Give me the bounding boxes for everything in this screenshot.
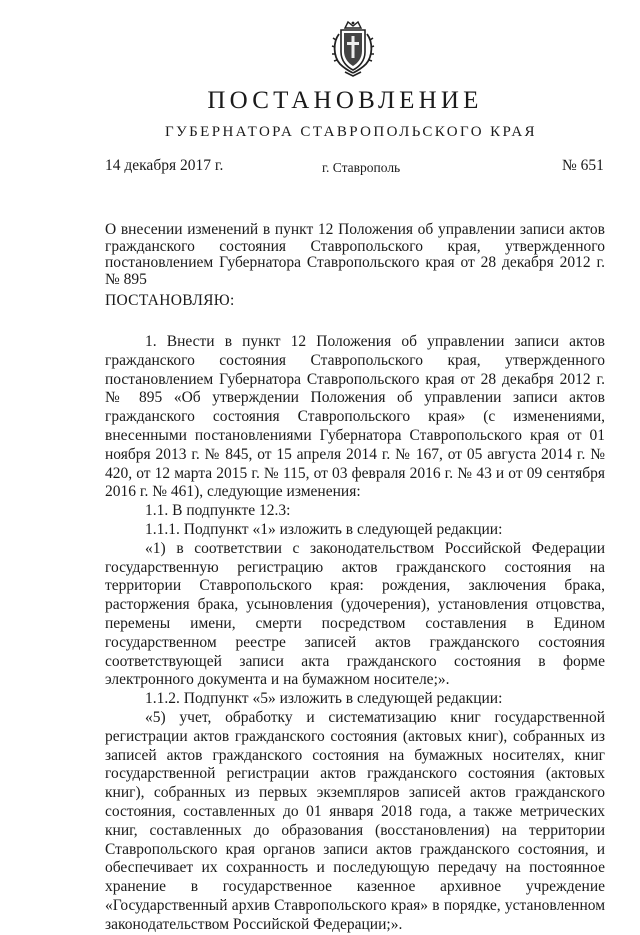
document-subtitle: ГУБЕРНАТОРА СТАВРОПОЛЬСКОГО КРАЯ	[165, 124, 537, 140]
document-body	[105, 333, 605, 935]
document-date: 14 декабря 2017 г.	[105, 157, 224, 174]
paragraph: 1. Внести в пункт 12 Положения об управлении записи актов гражданского состояния Ставропольского края, утвержденного постановлением Губернатора Ставропольского края от 28 декабря 2012 г. № 895 «Об утверждении Положения об управлении записи актов гражданского состояния Ставропольского края» (с изменениями, внесенными постановлениями Губернатора Ставропольского края от 01 ноября 2013 г. № 845, от 15 апреля 2014 г. № 167, от 05 августа 2014 г. № 420, от 12 марта 2015 г. № 115, от 03 февраля 2016 г. № 43 и от 09 сентября 2016 г. № 461), следующие изменения:	[105, 333, 605, 501]
document-heading: О внесении изменений в пункт 12 Положения об управлении записи актов гражданского состояния Ставропольского края, утвержденного постановлением Губернатора Ставропольского края от 28 декабря 2012 г. № 895	[105, 221, 605, 288]
paragraph: 1.1.1. Подпункт «1» изложить в следующей редакции:	[145, 520, 503, 538]
coat-of-arms-icon	[330, 20, 376, 78]
paragraph: 1.1. В подпункте 12.3:	[145, 502, 291, 520]
document-city: г. Ставрополь	[322, 160, 401, 175]
document-title: ПОСТАНОВЛЕНИЕ	[207, 87, 483, 114]
document-number: № 651	[562, 157, 604, 174]
decree-word: ПОСТАНОВЛЯЮ:	[105, 292, 235, 309]
paragraph: «1) в соответствии с законодательством Российской Федерации государственную регистрацию актов гражданского состояния на территории Ставропольского края: рождения, заключения брака, расторжения брака, усыновления (удочерения), установления отцовства, перемены имени, смерти посредством составления в Едином государственном реестре записей актов гражданского состояния соответствующей записи акта гражданского состояния в форме электронного документа и на бумажном носителе;».	[105, 539, 605, 689]
paragraph: 1.1.2. Подпункт «5» изложить в следующей редакции:	[145, 690, 503, 708]
paragraph: «5) учет, обработку и систематизацию книг государственной регистрации актов гражданского состояния (актовых книг), собранных из записей актов гражданского состояния на бумажных носителях, книг государственной регистрации актов гражданского состояния (актовых книг), собранных из первых экземпляров записей актов гражданского состояния, составленных до 01 января 2018 года, а также метрических книг, составленных до образования (восстановления) на территории Ставропольского края органов записи актов гражданского состояния, и обеспечивает их сохранность и последующую передачу на постоянное хранение в государственное казенное архивное учреждение «Государственный архив Ставропольского края» в порядке, установленном законодательством Российской Федерации;».	[105, 708, 605, 933]
